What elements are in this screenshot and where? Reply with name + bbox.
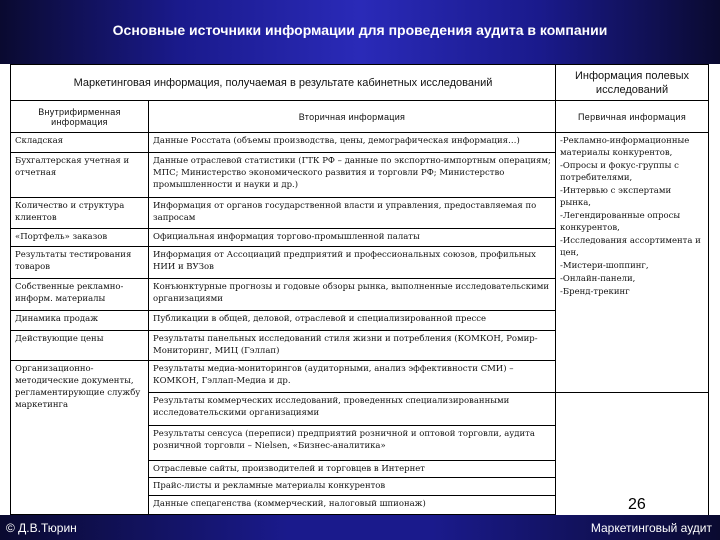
internal-cell: Количество и структура клиентов xyxy=(11,198,149,229)
secondary-cell: Результаты панельных исследований стиля жизни и потребления (КОМКОН, Ромир-Мониторинг, МИЦ (Гэллап) xyxy=(149,331,556,361)
sources-table xyxy=(10,64,709,515)
internal-cell: Динамика продаж xyxy=(11,311,149,331)
primary-item: -Онлайн-панели, xyxy=(560,274,636,284)
primary-cell xyxy=(556,133,709,393)
internal-cell: Организационно-методические документы, регламентирующие службу маркетинга xyxy=(11,361,149,515)
secondary-cell: Данные Росстата (объемы производства, цены, демографическая информация…) xyxy=(149,133,556,153)
secondary-cell: Информация от Ассоциаций предприятий и профессиональных союзов, профильных НИИ и ВУЗов xyxy=(149,247,556,279)
primary-item: -Опросы и фокус-группы с потребителями, xyxy=(560,161,679,183)
internal-cell: Действующие цены xyxy=(11,331,149,361)
table-row xyxy=(11,133,709,153)
subheader-primary: Первичная информация xyxy=(556,101,709,133)
secondary-cell: Публикации в общей, деловой, отраслевой и специализированной прессе xyxy=(149,311,556,331)
primary-item: -Исследования ассортимента и цен, xyxy=(560,236,701,258)
secondary-cell: Отраслевые сайты, производителей и торговцев в Интернет xyxy=(149,461,556,478)
header-desk: Маркетинговая информация, получаемая в результате кабинетных исследований xyxy=(11,65,556,101)
internal-cell: Собственные рекламно-информ. материалы xyxy=(11,279,149,311)
primary-item: -Интервью с экспертами рынка, xyxy=(560,186,672,208)
internal-cell: Результаты тестирования товаров xyxy=(11,247,149,279)
primary-item: -Мистери-шоппинг, xyxy=(560,261,649,271)
page-title: Основные источники информации для проведения аудита в компании xyxy=(112,22,608,38)
page-number: 26 xyxy=(628,496,646,513)
secondary-cell: Результаты медиа-мониторингов (аудиторными, анализ эффективности СМИ) – КОМКОН, Гэллап-Медиа и др. xyxy=(149,361,556,393)
secondary-cell: Данные отраслевой статистики (ГТК РФ – данные по экспортно-импортным операциям; МПС; Министерство экономического развития и торговли РФ; Министерство промышленности и науки и др.) xyxy=(149,153,556,198)
internal-cell: Складская xyxy=(11,133,149,153)
internal-cell: Бухгалтерская учетная и отчетная xyxy=(11,153,149,198)
primary-item: -Легендированные опросы конкурентов, xyxy=(560,211,681,233)
secondary-cell: Конъюнктурные прогнозы и годовые обзоры рынка, выполненные исследовательскими организациями xyxy=(149,279,556,311)
secondary-cell: Результаты коммерческих исследований, проведенных специализированными исследовательскими организациями xyxy=(149,393,556,426)
secondary-cell: Официальная информация торгово-промышленной палаты xyxy=(149,229,556,247)
header-field: Информация полевых исследований xyxy=(556,65,709,101)
secondary-cell: Прайс-листы и рекламные материалы конкурентов xyxy=(149,478,556,496)
secondary-cell: Информация от органов государственной власти и управления, предоставляемая по запросам xyxy=(149,198,556,229)
secondary-cell: Результаты сенсуса (переписи) предприятий розничной и оптовой торговли, аудита розничной торговли – Nielsen, «Бизнес-аналитика» xyxy=(149,426,556,461)
primary-item: -Рекламно-информационные материалы конкурентов, xyxy=(560,136,690,158)
footer-author: © Д.В.Тюрин xyxy=(6,521,77,535)
secondary-cell: Данные спецагенства (коммерческий, налоговый шпионаж) xyxy=(149,496,556,515)
internal-cell: «Портфель» заказов xyxy=(11,229,149,247)
primary-item: -Бренд-трекинг xyxy=(560,287,630,297)
subheader-internal: Внутрифирменная информация xyxy=(11,101,149,133)
footer-course: Маркетинговый аудит xyxy=(590,521,712,535)
subheader-secondary: Вторичная информация xyxy=(149,101,556,133)
